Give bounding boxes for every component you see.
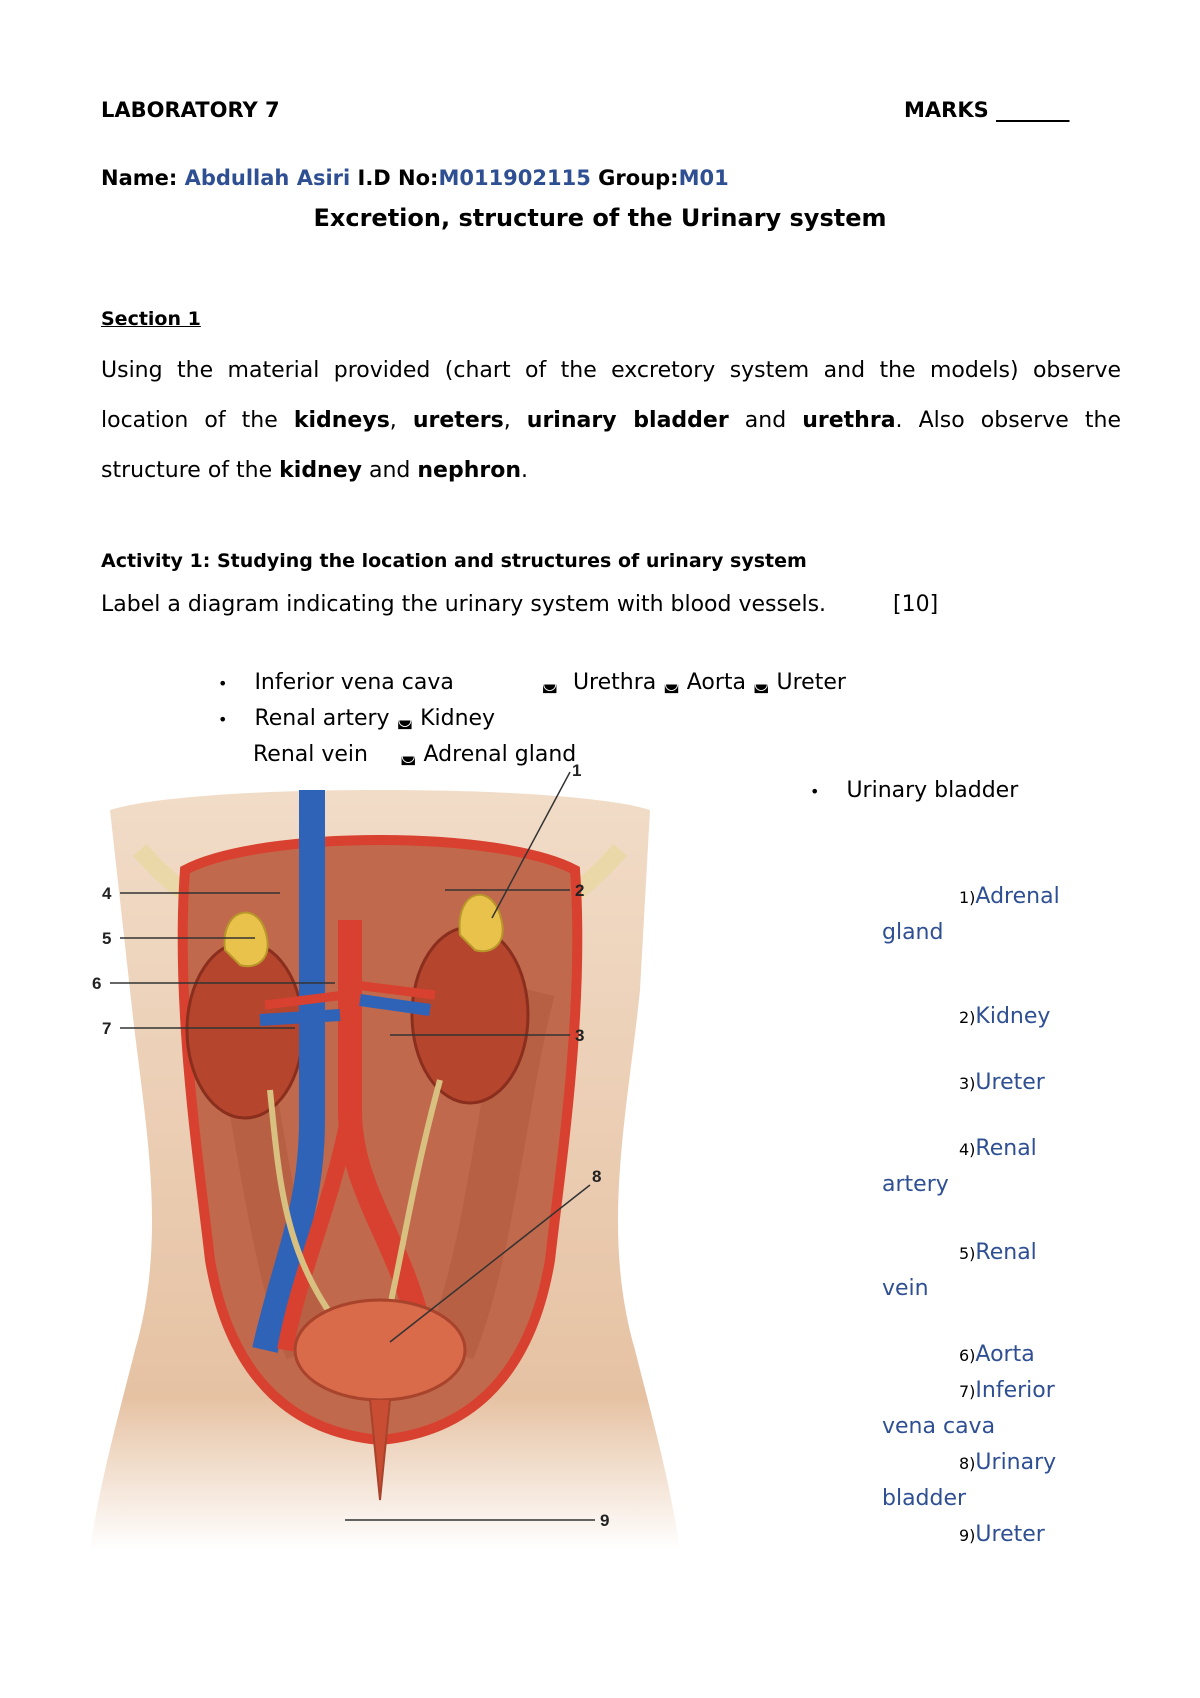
answer-5-line-2: vein — [882, 1276, 929, 1301]
separator-icon: ◛ — [400, 746, 417, 766]
term-list-row-2 — [218, 706, 495, 731]
answer-6 — [959, 1342, 1035, 1367]
answer-number: 1) — [959, 888, 976, 907]
activity-heading: Activity 1: Studying the location and structures of urinary system — [101, 550, 807, 572]
term-item: Kidney — [420, 706, 496, 731]
renal-vein-left — [260, 1015, 340, 1020]
urinary-system-diagram — [80, 761, 700, 1550]
para-text: . Also observe the — [895, 408, 1121, 433]
kidney-right — [412, 927, 528, 1103]
term-nephron: nephron — [417, 458, 521, 483]
answer-text: Ureter — [975, 1070, 1045, 1095]
bullet-icon: • — [218, 710, 228, 729]
answer-text: Aorta — [975, 1342, 1035, 1367]
term-item: Aorta — [686, 670, 747, 695]
section-heading: Section 1 — [101, 308, 201, 330]
answer-number: 2) — [959, 1008, 976, 1027]
separator-icon: ◛ — [541, 674, 558, 694]
answer-text: Kidney — [975, 1004, 1051, 1029]
answer-4-line-2: artery — [882, 1172, 949, 1197]
answer-4-line-1 — [959, 1136, 1037, 1161]
diagram-label-7: 7 — [102, 1019, 112, 1038]
answer-number: 8) — [959, 1454, 976, 1473]
lab-title: LABORATORY 7 — [101, 98, 280, 122]
term-item: Renal vein — [253, 742, 368, 767]
page-title: Excretion, structure of the Urinary system — [313, 204, 887, 232]
para-text: , — [503, 408, 527, 433]
diagram-label-3: 3 — [575, 1026, 585, 1045]
answer-text: Ureter — [975, 1522, 1045, 1547]
term-list-row-3 — [253, 742, 576, 767]
answer-8-line-1 — [959, 1450, 1056, 1475]
diagram-label-4: 4 — [102, 884, 112, 903]
answer-5-line-1 — [959, 1240, 1037, 1265]
id-label: I.D No: — [357, 166, 439, 190]
answer-2 — [959, 1004, 1050, 1029]
answer-number: 7) — [959, 1382, 976, 1401]
bullet-icon: • — [810, 782, 820, 801]
para-text: location of the — [101, 408, 294, 433]
term-urinary-bladder: urinary bladder — [526, 408, 729, 433]
answer-9 — [959, 1522, 1045, 1547]
term-item: Renal artery — [254, 706, 390, 731]
term-item: Urethra — [572, 670, 657, 695]
answer-number: 3) — [959, 1074, 976, 1093]
para-line-1: Using the material provided (chart of the excretory system and the models) observe — [101, 358, 1121, 383]
id-value: M011902115 — [438, 166, 591, 190]
answer-8-line-2: bladder — [882, 1486, 967, 1511]
diagram-label-6: 6 — [92, 974, 102, 993]
para-text: , — [389, 408, 413, 433]
group-label: Group: — [598, 166, 679, 190]
separator-icon: ◛ — [663, 674, 680, 694]
term-list-row-1 — [218, 670, 846, 695]
term-item: Ureter — [776, 670, 846, 695]
answer-1-line-1 — [959, 884, 1060, 909]
answer-text: Inferior — [975, 1378, 1055, 1403]
answer-text: Adrenal — [975, 884, 1060, 909]
answer-number: 5) — [959, 1244, 976, 1263]
section-paragraph — [101, 346, 1121, 496]
name-value: Abdullah Asiri — [184, 166, 351, 190]
answer-text: Renal — [975, 1136, 1037, 1161]
group-value: M01 — [678, 166, 729, 190]
answer-7-line-2: vena cava — [882, 1414, 996, 1439]
term-kidneys: kidneys — [293, 408, 390, 433]
bullet-icon: • — [218, 674, 228, 693]
answer-number: 4) — [959, 1140, 976, 1159]
marks-field: MARKS _______ — [904, 98, 1070, 122]
term-item: Adrenal gland — [423, 742, 577, 767]
answer-text: Renal — [975, 1240, 1037, 1265]
answer-number: 6) — [959, 1346, 976, 1365]
term-list-row-4 — [810, 778, 1018, 803]
term-item: Urinary bladder — [846, 778, 1019, 803]
urinary-bladder — [295, 1300, 465, 1400]
term-item: Inferior vena cava — [254, 670, 454, 695]
activity-instruction: Label a diagram indicating the urinary system with blood vessels. — [101, 592, 827, 617]
para-text: and — [728, 408, 803, 433]
term-ureters: ureters — [412, 408, 504, 433]
para-text: structure of the — [101, 458, 280, 483]
student-info-line — [101, 166, 729, 190]
separator-icon: ◛ — [753, 674, 770, 694]
activity-marks: [10] — [893, 592, 939, 617]
term-urethra: urethra — [802, 408, 896, 433]
para-text: and — [361, 458, 418, 483]
answer-1-line-2: gland — [882, 920, 944, 945]
answer-number: 9) — [959, 1526, 976, 1545]
diagram-label-9: 9 — [600, 1511, 610, 1530]
name-label: Name: — [101, 166, 178, 190]
answer-3 — [959, 1070, 1045, 1095]
diagram-label-5: 5 — [102, 929, 112, 948]
separator-icon: ◛ — [396, 710, 414, 730]
answer-text: Urinary — [975, 1450, 1057, 1475]
term-kidney: kidney — [279, 458, 362, 483]
answer-7-line-1 — [959, 1378, 1055, 1403]
diagram-label-8: 8 — [592, 1167, 602, 1186]
diagram-label-2: 2 — [575, 881, 585, 900]
para-line-3 — [101, 446, 1121, 496]
para-line-2 — [101, 396, 1121, 446]
para-text: . — [521, 458, 528, 483]
diagram-label-1: 1 — [572, 761, 582, 780]
kidney-left — [187, 942, 303, 1118]
